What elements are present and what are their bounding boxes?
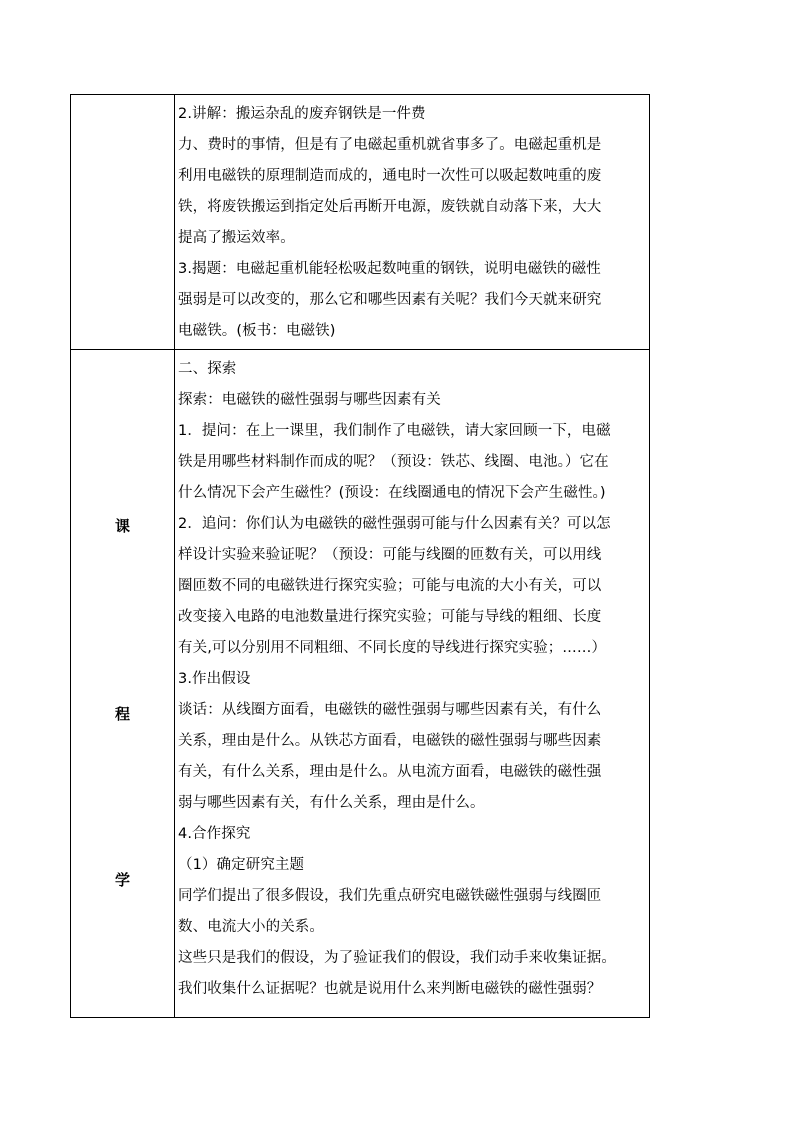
content-cell-intro — [175, 95, 650, 350]
text-line: 数、电流大小的关系。 — [178, 919, 324, 935]
content-cell-explore — [175, 350, 650, 1018]
text-line: 力、费时的事情，但是有了电磁起重机就省事多了。电磁起重机是 — [178, 137, 602, 153]
text-line: 谈话：从线圈方面看，电磁铁的磁性强弱与哪些因素有关，有什么 — [178, 702, 602, 718]
text-line: 关系，理由是什么。从铁芯方面看，电磁铁的磁性强弱与哪些因素 — [178, 733, 602, 749]
text-line: 2.讲解：搬运杂乱的废弃钢铁是一件费 — [178, 106, 426, 122]
text-line: 探索：电磁铁的磁性强弱与哪些因素有关 — [178, 392, 441, 408]
text-line: 同学们提出了很多假设，我们先重点研究电磁铁磁性强弱与线圈匝 — [178, 888, 602, 904]
text-line: 改变接入电路的电池数量进行探究实验；可能与导线的粗细、长度 — [178, 609, 602, 625]
text-line: 这些只是我们的假设，为了验证我们的假设，我们动手来收集证据。 — [178, 950, 616, 966]
text-line: 什么情况下会产生磁性？(预设：在线圈通电的情况下会产生磁性。) — [178, 485, 606, 501]
text-line: 弱与哪些因素有关，有什么关系，理由是什么。 — [178, 795, 485, 811]
text-line: 我们收集什么证据呢？也就是说用什么来判断电磁铁的磁性强弱？ — [178, 981, 602, 997]
text-line: 利用电磁铁的原理制造而成的，通电时一次性可以吸起数吨重的废 — [178, 168, 602, 184]
text-line: 电磁铁。(板书：电磁铁) — [178, 323, 336, 339]
lesson-plan-table — [70, 94, 650, 1018]
text-line: 样设计实验来验证呢？（预设：可能与线圈的匝数有关，可以用线 — [178, 547, 602, 563]
stage-label-char: 学 — [114, 871, 130, 889]
text-line: 圈匝数不同的电磁铁进行探究实验；可能与电流的大小有关，可以 — [178, 578, 602, 594]
text-line: 3.作出假设 — [178, 671, 251, 687]
text-line: 提高了搬运效率。 — [178, 230, 295, 246]
text-line: 铁，将废铁搬运到指定处后再断开电源，废铁就自动落下来，大大 — [178, 199, 602, 215]
text-line: 铁是用哪些材料制作而成的呢？（预设：铁芯、线圈、电池。）它在 — [178, 454, 609, 470]
stage-label-char: 程 — [114, 705, 130, 723]
stage-label-cell — [71, 350, 175, 1018]
text-line: 有关，有什么关系，理由是什么。从电流方面看，电磁铁的磁性强 — [178, 764, 602, 780]
section-heading: 二、探索 — [178, 361, 237, 377]
stage-label-char: 课 — [114, 517, 130, 535]
text-line: 2．追问：你们认为电磁铁的磁性强弱可能与什么因素有关？可以怎 — [178, 516, 611, 532]
table-row-intro — [71, 95, 650, 350]
text-line: 强弱是可以改变的，那么它和哪些因素有关呢？我们今天就来研究 — [178, 292, 602, 308]
text-line: 4.合作探究 — [178, 826, 251, 842]
text-line: 1．提问：在上一课里，我们制作了电磁铁，请大家回顾一下，电磁 — [178, 423, 611, 439]
text-line: （1）确定研究主题 — [178, 857, 305, 873]
table-row-explore — [71, 350, 650, 1018]
text-line: 有关,可以分别用不同粗细、不同长度的导线进行探究实验；……） — [178, 640, 607, 656]
label-cell-empty — [71, 95, 175, 350]
text-line: 3.揭题：电磁起重机能轻松吸起数吨重的钢铁，说明电磁铁的磁性 — [178, 261, 601, 277]
